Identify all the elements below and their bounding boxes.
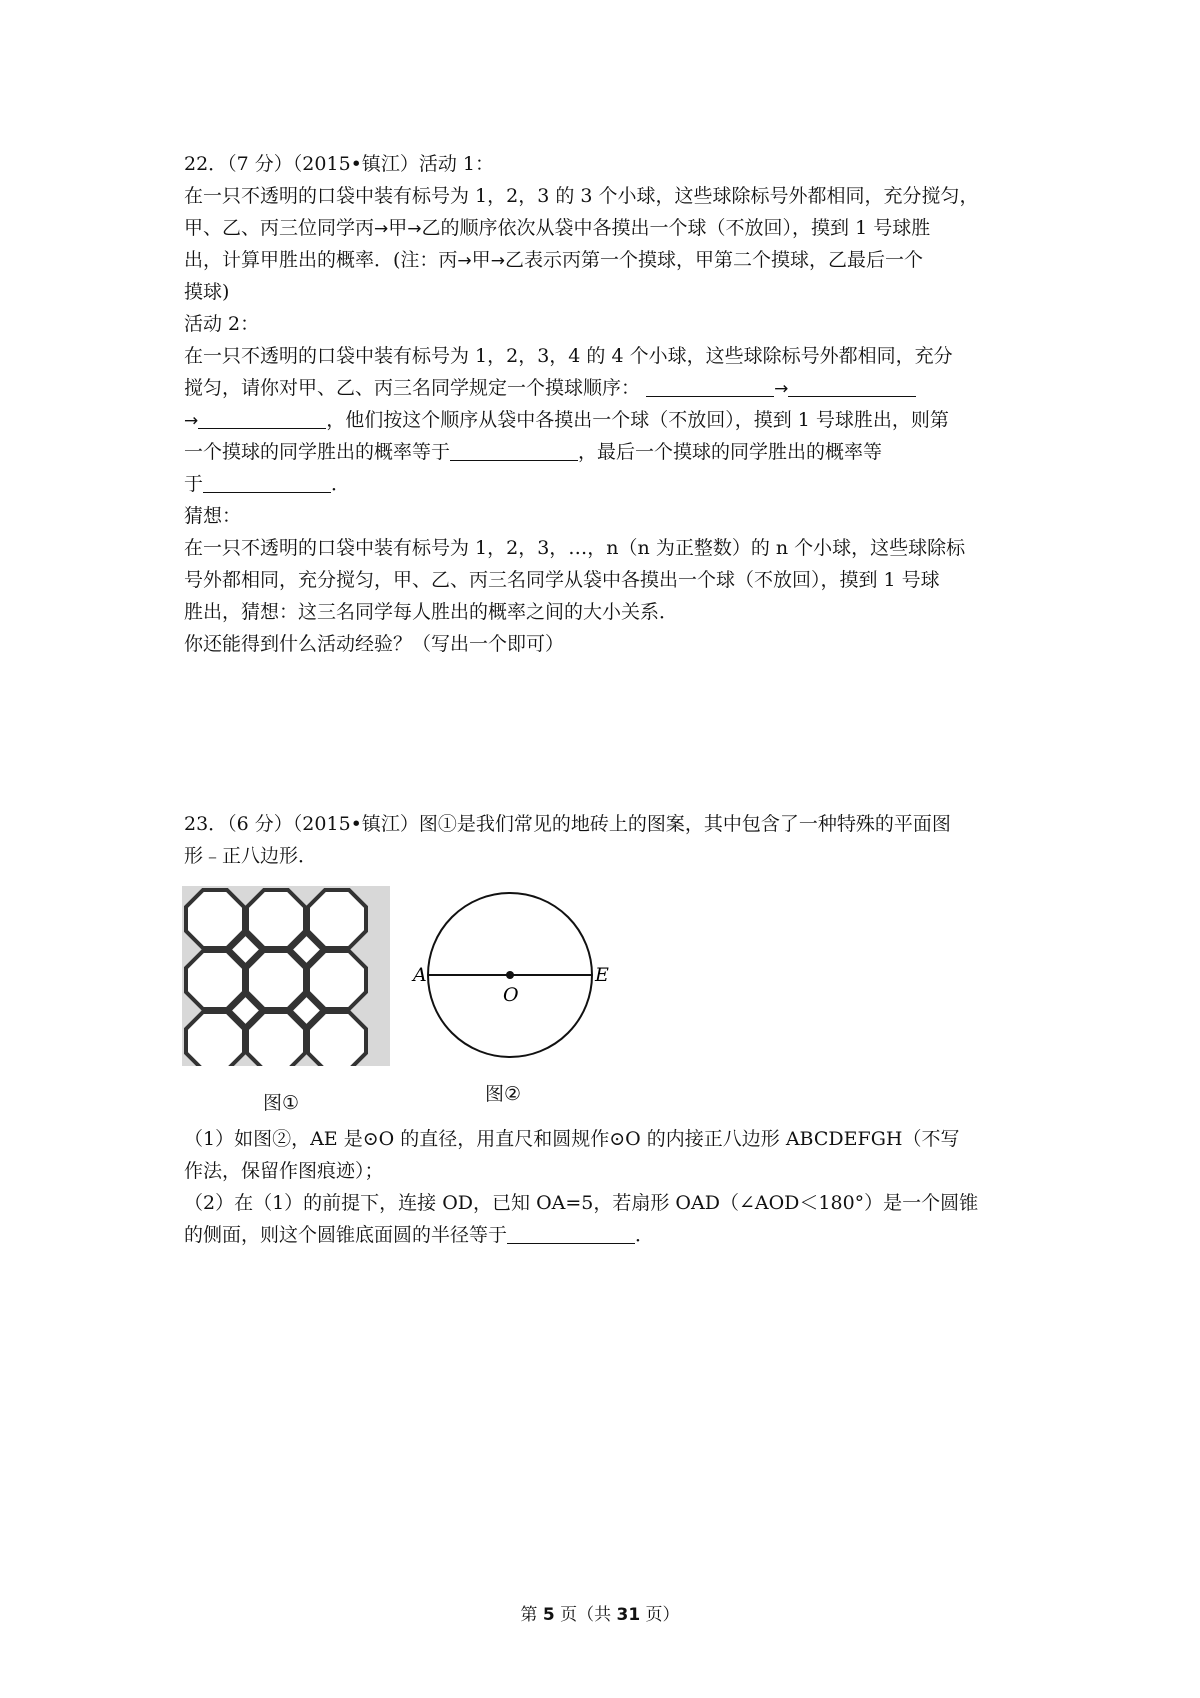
- question-23: [184, 808, 1034, 872]
- q22-guess-title: 猜想：: [184, 505, 242, 527]
- q22-activity2-line5: 于 ．: [184, 468, 1034, 500]
- answer-blank-radius[interactable]: [507, 1221, 635, 1244]
- q22-activity2-line4: 一个摸球的同学胜出的概率等于 ，最后一个摸球的同学胜出的概率等: [184, 436, 1034, 468]
- figure-1-caption: 图①: [263, 1092, 300, 1114]
- q22-guess-line1: 在一只不透明的口袋中装有标号为 1，2，3，…，n（n 为正整数）的 n 个小球，这些球除标: [184, 537, 966, 559]
- octagon-tile: [247, 951, 305, 1009]
- octagon-tile: [186, 951, 244, 1009]
- octagon-tile: [308, 1012, 366, 1066]
- total-pages: 31: [616, 1605, 641, 1625]
- label-o: O: [503, 984, 519, 1006]
- arrow-icon: →: [374, 219, 389, 239]
- q22-activity2-title: 活动 2：: [184, 313, 260, 335]
- page-footer: 第 5 页（共 31 页）: [520, 1605, 680, 1625]
- q23-part2-line2: 的侧面，则这个圆锥底面圆的半径等于 ．: [184, 1219, 1034, 1251]
- q22-activity1-line3: 出，计算甲胜出的概率．(注：丙→甲→乙表示丙第一个摸球，甲第二个摸球，乙最后一个: [184, 249, 923, 271]
- current-page-number: 5: [542, 1605, 555, 1625]
- answer-blank-last-prob[interactable]: [203, 470, 331, 493]
- q22-guess-line3: 胜出，猜想：这三名同学每人胜出的概率之间的大小关系．: [184, 601, 679, 623]
- q22-header: 22．（7 分）（2015•镇江）活动 1：: [184, 153, 494, 175]
- answer-blank-order-3[interactable]: [198, 406, 326, 429]
- q22-guess-line2: 号外都相同，充分搅匀，甲、乙、丙三名同学从袋中各摸出一个球（不放回），摸到 1 号球: [184, 569, 940, 591]
- center-point: [506, 971, 514, 979]
- octagon-tiling-graphic: [182, 886, 390, 1066]
- arrow-icon: →: [774, 379, 789, 399]
- q23-part1-line1: （1）如图②，AE 是⊙O 的直径，用直尺和圆规作⊙O 的内接正八边形 ABCDEFGH（不写: [184, 1128, 960, 1150]
- figure-1-octagon-tiling: [182, 886, 390, 1070]
- question-23-parts: [184, 1123, 1034, 1251]
- circle-diagram: [405, 886, 625, 1066]
- octagon-tile: [186, 1012, 244, 1066]
- label-a: A: [413, 964, 427, 986]
- label-e: E: [595, 964, 609, 986]
- arrow-icon: →: [184, 411, 199, 431]
- q22-activity1-line4: 摸球): [184, 281, 230, 303]
- q23-part2-line1: （2）在（1）的前提下，连接 OD，已知 OA=5，若扇形 OAD（∠AOD＜180°）是一个圆锥: [184, 1192, 979, 1214]
- q23-part1-line2: 作法，保留作图痕迹）；: [184, 1160, 384, 1182]
- figure-2-caption: 图②: [485, 1083, 522, 1105]
- octagon-tile: [247, 1012, 305, 1066]
- arrow-icon: →: [407, 219, 422, 239]
- question-22: [184, 148, 1034, 660]
- q22-activity1-line1: 在一只不透明的口袋中装有标号为 1，2，3 的 3 个小球，这些球除标号外都相同，充分搅匀，: [184, 185, 979, 207]
- q23-line2: 形﹣正八边形．: [184, 845, 318, 867]
- arrow-icon: →: [457, 251, 472, 271]
- q22-guess-line4: 你还能得到什么活动经验？（写出一个即可）: [184, 633, 565, 655]
- q22-activity2-line3: → ，他们按这个顺序从袋中各摸出一个球（不放回），摸到 1 号球胜出，则第: [184, 404, 1034, 436]
- answer-blank-order-1[interactable]: [646, 374, 774, 397]
- q23-line1: 23．（6 分）（2015•镇江）图①是我们常见的地砖上的图案，其中包含了一种特殊的平面图: [184, 813, 951, 835]
- octagon-tile: [308, 951, 366, 1009]
- q22-activity1-line2: 甲、乙、丙三位同学丙→甲→乙的顺序依次从袋中各摸出一个球（不放回），摸到 1 号球胜: [184, 217, 931, 239]
- arrow-icon: →: [490, 251, 505, 271]
- figure-2-circle: [405, 886, 625, 1070]
- q22-activity2-line2: 搅匀，请你对甲、乙、丙三名同学规定一个摸球顺序： →: [184, 372, 1034, 404]
- q22-activity2-line1: 在一只不透明的口袋中装有标号为 1，2，3，4 的 4 个小球，这些球除标号外都相同，充分: [184, 345, 953, 367]
- octagon-tile: [186, 890, 244, 948]
- answer-blank-first-prob[interactable]: [450, 438, 578, 461]
- answer-blank-order-2[interactable]: [788, 374, 916, 397]
- octagon-tile: [247, 890, 305, 948]
- octagon-tile: [308, 890, 366, 948]
